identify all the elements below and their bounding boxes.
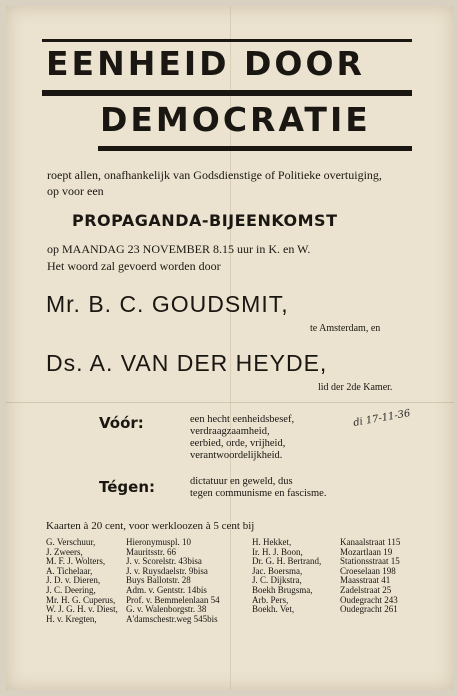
- voor-item: eerbied, orde, vrijheid,: [190, 438, 286, 449]
- title-line-1: EENHEID DOOR: [46, 44, 365, 83]
- vendor-address: Mauritsstr. 66: [126, 546, 177, 557]
- vendor-name: A. Tichelaar,: [46, 565, 93, 576]
- vendor-name: Arb. Pers,: [252, 594, 289, 605]
- speaker-1-note: te Amsterdam, en: [310, 323, 381, 334]
- vendor-address: J. v. Ruysdaelstr. 9bisa: [126, 565, 208, 576]
- speaker-2-name: Ds. A. VAN DER HEYDE,: [46, 350, 328, 376]
- vendor-name: Boekh Brugsma,: [252, 584, 313, 595]
- vendor-address: Oudegracht 243: [340, 594, 398, 605]
- top-rule: [42, 39, 412, 42]
- vendor-name: Jac. Boersma,: [252, 565, 303, 576]
- vendor-name: G. Verschuur,: [46, 537, 96, 547]
- intro-line-2: op voor een: [47, 184, 104, 198]
- event-date: op MAANDAG 23 NOVEMBER 8.15 uur in K. en W.: [47, 242, 311, 256]
- title-line-2: DEMOCRATIE: [100, 100, 371, 139]
- voor-list: [190, 414, 294, 462]
- vendor-name: Ir. H. J. Boon,: [252, 546, 303, 557]
- voor-item: verantwoordelijkheid.: [190, 450, 283, 461]
- vendor-address: Zadelstraat 25: [340, 584, 392, 595]
- vendor-name: Boekh. Vet,: [252, 604, 295, 615]
- vendor-address: Kanaalstraat 115: [340, 537, 401, 547]
- speaker-1-name: Mr. B. C. GOUDSMIT,: [46, 291, 289, 317]
- voor-item: verdraagzaamheid,: [190, 426, 270, 437]
- vendor-address: J. v. Scorelstr. 43bisa: [126, 556, 202, 567]
- speaker-2-note: lid der 2de Kamer.: [318, 382, 393, 393]
- vendor-address: Buys Ballotstr. 28: [126, 575, 191, 586]
- vendor-address: Maasstraat 41: [340, 575, 391, 586]
- vendor-address: Stationsstraat 15: [340, 556, 400, 567]
- vendor-address: Croeselaan 198: [340, 565, 396, 576]
- bottom-rule: [98, 146, 412, 151]
- paper-fold-horizontal: [6, 402, 454, 403]
- intro-line-1: roept allen, onafhankelijk van Godsdienstige of Politieke overtuiging,: [47, 168, 382, 182]
- vendor-name: J. C. Deering,: [46, 584, 96, 595]
- handwritten-note: di 17-11-36: [352, 408, 412, 429]
- vendor-name: M. F. J. Wolters,: [46, 556, 106, 567]
- event-title: PROPAGANDA-BIJEENKOMST: [72, 211, 338, 230]
- tegen-list: [190, 476, 326, 500]
- vendor-addresses-col-2: [126, 538, 220, 624]
- vendor-address: G. v. Walenborgstr. 38: [126, 604, 207, 615]
- vendor-addresses-col-4: [340, 538, 400, 615]
- poster-sheet: [6, 6, 454, 690]
- tegen-label: Tégen:: [99, 478, 156, 496]
- vendor-address: Oudegracht 261: [340, 604, 398, 615]
- vendor-name: Dr. G. H. Bertrand,: [252, 556, 322, 567]
- speakers-intro: Het woord zal gevoerd worden door: [47, 259, 221, 273]
- vendor-name: J. C. Dijkstra,: [252, 575, 302, 586]
- vendor-address: Mozartlaan 19: [340, 546, 393, 557]
- vendor-address: Hieronymuspl. 10: [126, 537, 191, 547]
- vendor-name: J. D. v. Dieren,: [46, 575, 101, 586]
- tickets-line: Kaarten à 20 cent, voor werkloozen à 5 cent bij: [46, 520, 255, 532]
- tegen-item: tegen communisme en fascisme.: [190, 488, 327, 499]
- vendor-name: H. v. Kregten,: [46, 613, 97, 624]
- vendor-names-col-1: [46, 538, 118, 624]
- middle-rule: [42, 90, 412, 96]
- vendor-name: J. Zweers,: [46, 546, 83, 557]
- vendor-name: Mr. H. G. Cuperus,: [46, 594, 116, 605]
- vendor-address: Adm. v. Gentstr. 14bis: [126, 584, 207, 595]
- tegen-item: dictatuur en geweld, dus: [190, 476, 293, 487]
- vendor-name: W. J. G. H. v. Diest,: [46, 604, 118, 615]
- vendor-address: A'damschestr.weg 545bis: [126, 613, 218, 624]
- vendor-name: H. Hekket,: [252, 537, 292, 547]
- vendor-address: Prof. v. Bemmelenlaan 54: [126, 594, 220, 605]
- voor-label: Vóór:: [99, 414, 144, 432]
- vendor-names-col-3: [252, 538, 321, 615]
- voor-item: een hecht eenheidsbesef,: [190, 414, 295, 425]
